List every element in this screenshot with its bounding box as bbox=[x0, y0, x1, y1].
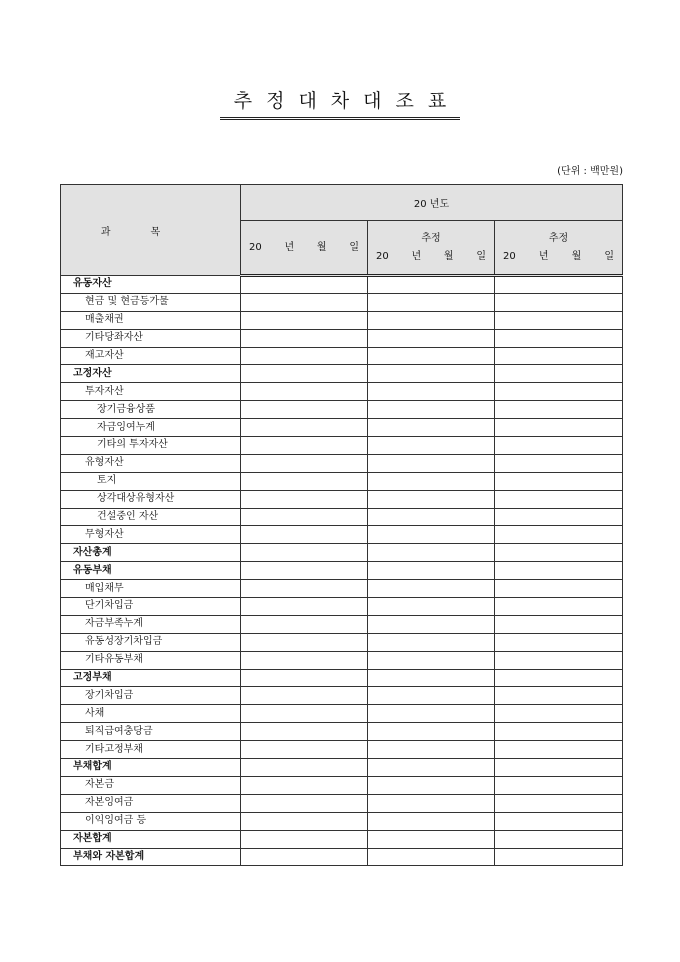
date-part: 년 bbox=[284, 241, 295, 253]
value-cell[interactable] bbox=[495, 508, 623, 526]
value-cell[interactable] bbox=[495, 651, 623, 669]
table-row bbox=[61, 454, 623, 472]
value-cell[interactable] bbox=[241, 723, 368, 741]
column-header-1 bbox=[241, 221, 368, 276]
value-cell[interactable] bbox=[368, 741, 495, 759]
row-label: 자금잉여누계 bbox=[61, 419, 241, 437]
document-title: 추정대차대조표 bbox=[220, 86, 460, 120]
value-cell[interactable] bbox=[368, 812, 495, 830]
row-label: 투자자산 bbox=[61, 383, 241, 401]
value-cell[interactable] bbox=[241, 741, 368, 759]
value-cell[interactable] bbox=[241, 293, 368, 311]
value-cell[interactable] bbox=[241, 705, 368, 723]
value-cell[interactable] bbox=[495, 383, 623, 401]
value-cell[interactable] bbox=[368, 472, 495, 490]
value-cell[interactable] bbox=[368, 776, 495, 794]
row-label: 건설중인 자산 bbox=[61, 508, 241, 526]
value-cell[interactable] bbox=[368, 311, 495, 329]
table-row bbox=[61, 562, 623, 580]
value-cell[interactable] bbox=[241, 490, 368, 508]
table-row bbox=[61, 615, 623, 633]
value-cell[interactable] bbox=[368, 544, 495, 562]
value-cell[interactable] bbox=[241, 848, 368, 866]
date-part: 20 bbox=[376, 250, 389, 262]
value-cell[interactable] bbox=[368, 276, 495, 294]
table-row bbox=[61, 580, 623, 598]
value-cell[interactable] bbox=[495, 454, 623, 472]
row-label: 유동부채 bbox=[61, 562, 241, 580]
value-cell[interactable] bbox=[368, 848, 495, 866]
row-label: 토지 bbox=[61, 472, 241, 490]
value-cell[interactable] bbox=[495, 472, 623, 490]
table-row bbox=[61, 794, 623, 812]
value-cell[interactable] bbox=[368, 347, 495, 365]
value-cell[interactable] bbox=[241, 526, 368, 544]
table-row bbox=[61, 365, 623, 383]
row-label: 매출채권 bbox=[61, 311, 241, 329]
value-cell[interactable] bbox=[241, 383, 368, 401]
value-cell[interactable] bbox=[368, 615, 495, 633]
table-row bbox=[61, 276, 623, 294]
value-cell[interactable] bbox=[241, 329, 368, 347]
table-row bbox=[61, 347, 623, 365]
value-cell[interactable] bbox=[368, 633, 495, 651]
value-cell[interactable] bbox=[495, 347, 623, 365]
value-cell[interactable] bbox=[495, 598, 623, 616]
value-cell[interactable] bbox=[495, 365, 623, 383]
table-row bbox=[61, 437, 623, 455]
table-row bbox=[61, 419, 623, 437]
value-cell[interactable] bbox=[368, 437, 495, 455]
value-cell[interactable] bbox=[495, 544, 623, 562]
year-header: 20 년도 bbox=[241, 185, 623, 221]
value-cell[interactable] bbox=[495, 794, 623, 812]
table-row bbox=[61, 526, 623, 544]
value-cell[interactable] bbox=[241, 776, 368, 794]
date-part: 일 bbox=[604, 250, 614, 262]
value-cell[interactable] bbox=[368, 651, 495, 669]
row-label: 단기차입금 bbox=[61, 598, 241, 616]
table-row bbox=[61, 383, 623, 401]
value-cell[interactable] bbox=[495, 419, 623, 437]
row-label: 부채와 자본합계 bbox=[61, 848, 241, 866]
date-part: 20 bbox=[249, 241, 262, 253]
value-cell[interactable] bbox=[368, 562, 495, 580]
value-cell[interactable] bbox=[241, 687, 368, 705]
table-row bbox=[61, 508, 623, 526]
value-cell[interactable] bbox=[241, 651, 368, 669]
row-label: 유동자산 bbox=[61, 276, 241, 294]
column-header-3 bbox=[495, 221, 623, 276]
date-part: 월 bbox=[443, 250, 454, 262]
row-label: 사채 bbox=[61, 705, 241, 723]
row-label: 기타고정부채 bbox=[61, 741, 241, 759]
value-cell[interactable] bbox=[495, 615, 623, 633]
row-label: 고정자산 bbox=[61, 365, 241, 383]
row-label: 상각대상유형자산 bbox=[61, 490, 241, 508]
date-part: 일 bbox=[349, 241, 359, 253]
value-cell[interactable] bbox=[241, 311, 368, 329]
table-row bbox=[61, 490, 623, 508]
value-cell[interactable] bbox=[241, 437, 368, 455]
row-label: 자본합계 bbox=[61, 830, 241, 848]
value-cell[interactable] bbox=[241, 347, 368, 365]
value-cell[interactable] bbox=[241, 508, 368, 526]
value-cell[interactable] bbox=[495, 759, 623, 777]
row-label: 자본잉여금 bbox=[61, 794, 241, 812]
table-row bbox=[61, 759, 623, 777]
value-cell[interactable] bbox=[368, 687, 495, 705]
value-cell[interactable] bbox=[368, 526, 495, 544]
date-part: 년 bbox=[411, 250, 422, 262]
column-header-2 bbox=[368, 221, 495, 276]
row-label: 기타당좌자산 bbox=[61, 329, 241, 347]
value-cell[interactable] bbox=[495, 562, 623, 580]
table-row bbox=[61, 401, 623, 419]
value-cell[interactable] bbox=[495, 723, 623, 741]
row-label: 퇴직급여충당금 bbox=[61, 723, 241, 741]
table-row bbox=[61, 544, 623, 562]
column-top-label-3: 추정 bbox=[548, 232, 569, 244]
value-cell[interactable] bbox=[368, 454, 495, 472]
value-cell[interactable] bbox=[241, 365, 368, 383]
table-row bbox=[61, 776, 623, 794]
value-cell[interactable] bbox=[368, 598, 495, 616]
value-cell[interactable] bbox=[368, 419, 495, 437]
value-cell[interactable] bbox=[495, 401, 623, 419]
value-cell[interactable] bbox=[241, 454, 368, 472]
table-row bbox=[61, 687, 623, 705]
column-date-1 bbox=[241, 239, 367, 257]
subject-header-label: 과목 bbox=[100, 226, 201, 238]
value-cell[interactable] bbox=[495, 669, 623, 687]
value-cell[interactable] bbox=[241, 759, 368, 777]
value-cell[interactable] bbox=[368, 490, 495, 508]
value-cell[interactable] bbox=[241, 830, 368, 848]
value-cell[interactable] bbox=[495, 741, 623, 759]
value-cell[interactable] bbox=[241, 562, 368, 580]
value-cell[interactable] bbox=[495, 705, 623, 723]
value-cell[interactable] bbox=[495, 776, 623, 794]
table-row bbox=[61, 830, 623, 848]
title-wrapper bbox=[0, 86, 680, 120]
table-row bbox=[61, 633, 623, 651]
date-part: 20 bbox=[503, 250, 516, 262]
value-cell[interactable] bbox=[495, 580, 623, 598]
value-cell[interactable] bbox=[241, 419, 368, 437]
value-cell[interactable] bbox=[368, 401, 495, 419]
value-cell[interactable] bbox=[495, 437, 623, 455]
value-cell[interactable] bbox=[368, 293, 495, 311]
value-cell[interactable] bbox=[241, 794, 368, 812]
row-label: 자금부족누계 bbox=[61, 615, 241, 633]
subject-header bbox=[61, 185, 241, 276]
row-label: 부채합계 bbox=[61, 759, 241, 777]
value-cell[interactable] bbox=[495, 490, 623, 508]
row-label: 유형자산 bbox=[61, 454, 241, 472]
row-label: 재고자산 bbox=[61, 347, 241, 365]
table-row bbox=[61, 741, 623, 759]
date-part: 년 bbox=[538, 250, 549, 262]
value-cell[interactable] bbox=[368, 580, 495, 598]
table-row bbox=[61, 669, 623, 687]
value-cell[interactable] bbox=[495, 830, 623, 848]
value-cell[interactable] bbox=[368, 759, 495, 777]
value-cell[interactable] bbox=[368, 705, 495, 723]
value-cell[interactable] bbox=[368, 723, 495, 741]
value-cell[interactable] bbox=[368, 329, 495, 347]
value-cell[interactable] bbox=[241, 669, 368, 687]
table-body bbox=[61, 276, 623, 866]
date-part: 월 bbox=[316, 241, 327, 253]
table-row bbox=[61, 329, 623, 347]
value-cell[interactable] bbox=[368, 830, 495, 848]
value-cell[interactable] bbox=[495, 276, 623, 294]
value-cell[interactable] bbox=[495, 687, 623, 705]
row-label: 자본금 bbox=[61, 776, 241, 794]
column-top-label-2: 추정 bbox=[421, 232, 441, 244]
value-cell[interactable] bbox=[241, 472, 368, 490]
row-label: 고정부채 bbox=[61, 669, 241, 687]
value-cell[interactable] bbox=[241, 598, 368, 616]
value-cell[interactable] bbox=[241, 544, 368, 562]
value-cell[interactable] bbox=[241, 615, 368, 633]
row-label: 장기차입금 bbox=[61, 687, 241, 705]
row-label: 매입채무 bbox=[61, 580, 241, 598]
value-cell[interactable] bbox=[495, 293, 623, 311]
table-row bbox=[61, 651, 623, 669]
row-label: 장기금융상품 bbox=[61, 401, 241, 419]
value-cell[interactable] bbox=[241, 633, 368, 651]
value-cell[interactable] bbox=[495, 812, 623, 830]
row-label: 유동성장기차입금 bbox=[61, 633, 241, 651]
unit-label: (단위 : 백만원) bbox=[557, 166, 623, 177]
value-cell[interactable] bbox=[241, 401, 368, 419]
table-row bbox=[61, 812, 623, 830]
value-cell[interactable] bbox=[495, 311, 623, 329]
row-label: 이익잉여금 등 bbox=[61, 812, 241, 830]
row-label: 자산총계 bbox=[61, 544, 241, 562]
row-label: 현금 및 현금등가물 bbox=[61, 293, 241, 311]
value-cell[interactable] bbox=[495, 848, 623, 866]
table-row bbox=[61, 598, 623, 616]
column-date-2 bbox=[368, 248, 494, 266]
date-part: 일 bbox=[476, 250, 486, 262]
table-row bbox=[61, 723, 623, 741]
value-cell[interactable] bbox=[368, 365, 495, 383]
value-cell[interactable] bbox=[495, 329, 623, 347]
balance-sheet-table bbox=[60, 184, 623, 866]
value-cell[interactable] bbox=[495, 526, 623, 544]
row-label: 기타유동부채 bbox=[61, 651, 241, 669]
column-date-3 bbox=[495, 248, 622, 266]
value-cell[interactable] bbox=[368, 794, 495, 812]
value-cell[interactable] bbox=[241, 812, 368, 830]
value-cell[interactable] bbox=[368, 508, 495, 526]
value-cell[interactable] bbox=[495, 633, 623, 651]
table-row bbox=[61, 311, 623, 329]
table-row bbox=[61, 472, 623, 490]
row-label: 무형자산 bbox=[61, 526, 241, 544]
table-row bbox=[61, 848, 623, 866]
date-part: 월 bbox=[571, 250, 582, 262]
value-cell[interactable] bbox=[368, 669, 495, 687]
value-cell[interactable] bbox=[241, 580, 368, 598]
value-cell[interactable] bbox=[241, 276, 368, 294]
value-cell[interactable] bbox=[368, 383, 495, 401]
row-label: 기타의 투자자산 bbox=[61, 437, 241, 455]
table-row bbox=[61, 705, 623, 723]
table-row bbox=[61, 293, 623, 311]
